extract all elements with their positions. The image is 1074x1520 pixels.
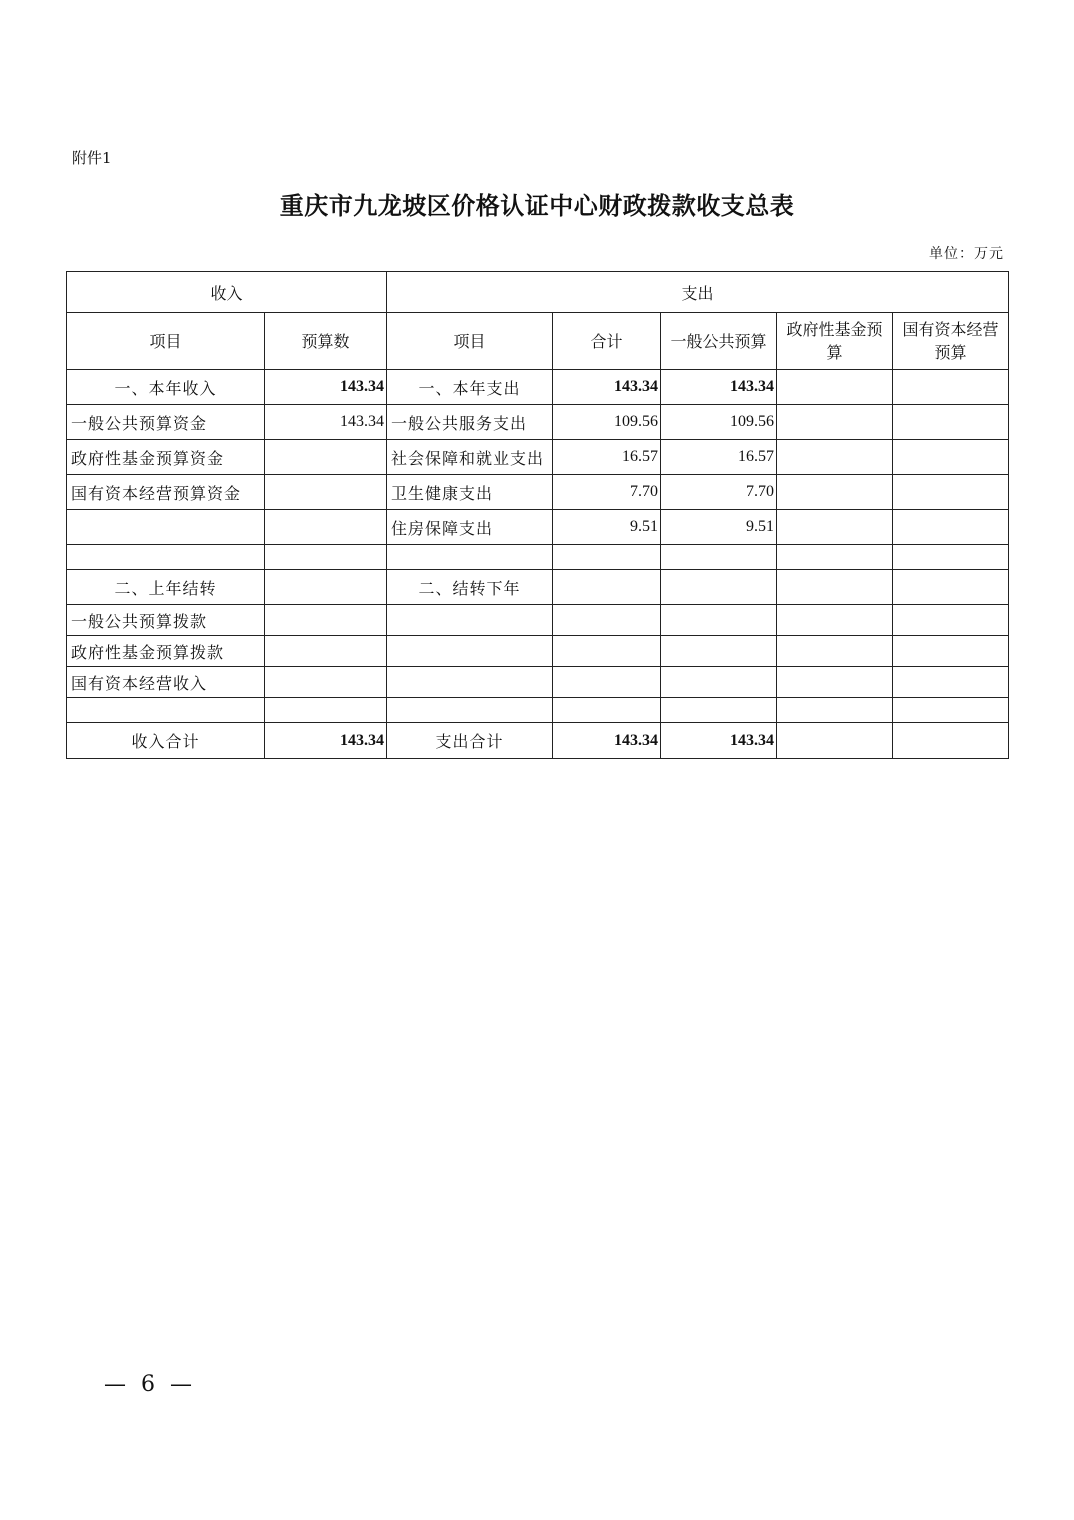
expense-total: 143.34	[553, 370, 661, 405]
empty-cell	[661, 698, 777, 723]
expense-fund	[777, 723, 893, 759]
empty-cell	[661, 605, 777, 636]
empty-cell	[893, 667, 1009, 698]
expense-total	[553, 570, 661, 605]
expense-total: 16.57	[553, 440, 661, 475]
income-amount	[265, 440, 387, 475]
empty-cell	[67, 698, 265, 723]
empty-cell	[893, 698, 1009, 723]
total-row	[67, 723, 1009, 759]
empty-cell	[67, 545, 265, 570]
table-row	[67, 698, 1009, 723]
empty-cell	[777, 667, 893, 698]
expense-fund	[777, 475, 893, 510]
empty-cell	[553, 667, 661, 698]
expense-capital	[893, 723, 1009, 759]
expense-general: 16.57	[661, 440, 777, 475]
expense-capital	[893, 570, 1009, 605]
expense-general	[661, 570, 777, 605]
income-amount: 143.34	[265, 370, 387, 405]
table-row	[67, 475, 1009, 510]
empty-cell	[265, 667, 387, 698]
expense-general: 143.34	[661, 723, 777, 759]
table-row	[67, 667, 1009, 698]
empty-cell	[553, 698, 661, 723]
attachment-label: 附件1	[72, 149, 112, 167]
expense-item: 二、结转下年	[387, 570, 553, 605]
income-item: 二、上年结转	[67, 570, 265, 605]
expense-total: 109.56	[553, 405, 661, 440]
expense-item: 一、本年支出	[387, 370, 553, 405]
expense-header: 支出	[387, 272, 1009, 313]
expense-item: 社会保障和就业支出	[387, 440, 553, 475]
empty-cell	[387, 636, 553, 667]
unit-label: 单位：万元	[929, 246, 1004, 262]
expense-general: 143.34	[661, 370, 777, 405]
expense-capital	[893, 475, 1009, 510]
income-item: 一般公共预算资金	[67, 405, 265, 440]
income-amount	[265, 510, 387, 545]
income-total-amount: 143.34	[265, 723, 387, 759]
empty-cell	[265, 698, 387, 723]
empty-cell	[777, 605, 893, 636]
table-row	[67, 440, 1009, 475]
empty-cell	[265, 605, 387, 636]
expense-total: 9.51	[553, 510, 661, 545]
income-item: 政府性基金预算拨款	[67, 636, 265, 667]
empty-cell	[777, 545, 893, 570]
table-row	[67, 510, 1009, 545]
empty-cell	[387, 667, 553, 698]
expense-item: 住房保障支出	[387, 510, 553, 545]
income-amount: 143.34	[265, 405, 387, 440]
empty-cell	[387, 605, 553, 636]
empty-cell	[387, 698, 553, 723]
expense-fund	[777, 510, 893, 545]
income-item	[67, 510, 265, 545]
expense-general: 7.70	[661, 475, 777, 510]
income-item: 国有资本经营预算资金	[67, 475, 265, 510]
income-item: 一、本年收入	[67, 370, 265, 405]
empty-cell	[661, 545, 777, 570]
empty-cell	[553, 545, 661, 570]
income-item: 一般公共预算拨款	[67, 605, 265, 636]
total-header: 合计	[553, 313, 661, 370]
page-number: — 6 —	[104, 1372, 196, 1397]
empty-cell	[265, 545, 387, 570]
expense-capital	[893, 510, 1009, 545]
empty-cell	[777, 698, 893, 723]
expense-total-label: 支出合计	[387, 723, 553, 759]
income-amount	[265, 570, 387, 605]
expense-item-header: 项目	[387, 313, 553, 370]
expense-general: 109.56	[661, 405, 777, 440]
expense-fund	[777, 570, 893, 605]
income-header: 收入	[67, 272, 387, 313]
table-row	[67, 370, 1009, 405]
budget-table	[66, 271, 1009, 759]
expense-capital	[893, 370, 1009, 405]
page-title: 重庆市九龙坡区价格认证中心财政拨款收支总表	[279, 191, 795, 220]
income-item: 国有资本经营收入	[67, 667, 265, 698]
expense-total: 7.70	[553, 475, 661, 510]
expense-item: 卫生健康支出	[387, 475, 553, 510]
expense-total: 143.34	[553, 723, 661, 759]
empty-cell	[265, 636, 387, 667]
empty-cell	[661, 636, 777, 667]
empty-cell	[553, 636, 661, 667]
empty-cell	[893, 545, 1009, 570]
income-amount	[265, 475, 387, 510]
income-total-label: 收入合计	[67, 723, 265, 759]
expense-fund	[777, 405, 893, 440]
table-row	[67, 605, 1009, 636]
expense-fund	[777, 440, 893, 475]
expense-item: 一般公共服务支出	[387, 405, 553, 440]
table-row	[67, 545, 1009, 570]
expense-capital	[893, 440, 1009, 475]
empty-cell	[553, 605, 661, 636]
income-item: 政府性基金预算资金	[67, 440, 265, 475]
empty-cell	[777, 636, 893, 667]
table-subheader-row	[67, 313, 1009, 370]
expense-general: 9.51	[661, 510, 777, 545]
budget-amount-header: 预算数	[265, 313, 387, 370]
table-row	[67, 405, 1009, 440]
table-header-row	[67, 272, 1009, 313]
empty-cell	[893, 636, 1009, 667]
empty-cell	[387, 545, 553, 570]
table-row	[67, 636, 1009, 667]
table-row	[67, 570, 1009, 605]
gov-fund-header: 政府性基金预算	[777, 313, 893, 370]
state-capital-header: 国有资本经营预算	[893, 313, 1009, 370]
empty-cell	[893, 605, 1009, 636]
general-budget-header: 一般公共预算	[661, 313, 777, 370]
expense-fund	[777, 370, 893, 405]
empty-cell	[661, 667, 777, 698]
expense-capital	[893, 405, 1009, 440]
income-item-header: 项目	[67, 313, 265, 370]
